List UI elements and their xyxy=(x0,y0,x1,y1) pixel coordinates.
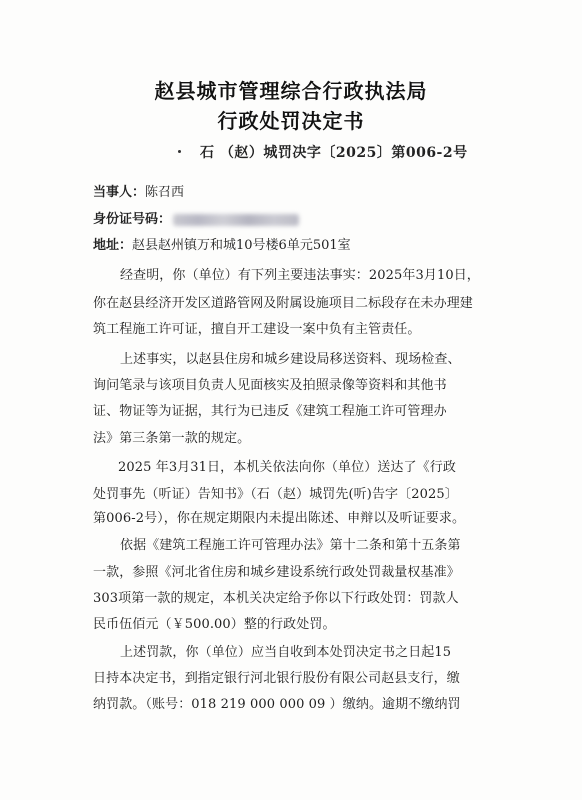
body-line: 上述罚款，你（单位）应当自收到本处罚决定书之日起15 xyxy=(120,645,452,660)
party-name-value: 陈召西 xyxy=(145,185,185,200)
document-number: 石 （赵）城罚决字〔2025〕第006-2号 xyxy=(200,145,468,161)
redacted-id-number xyxy=(173,214,299,226)
body-line: 民币伍佰元（￥500.00）整的行政处罚。 xyxy=(93,617,336,632)
body-line: 经查明，你（单位）有下列主要违法事实：2025年3月10日， xyxy=(120,268,480,283)
body-line: 依据《建筑工程施工许可管理办法》第十二条和第十五条第 xyxy=(120,538,461,553)
body-line: 一款，参照《河北省住房和城乡建设系统行政处罚裁量权基准》 xyxy=(93,565,460,580)
party-id-row xyxy=(93,208,299,227)
document-title-agency: 赵县城市管理综合行政执法局 xyxy=(154,79,428,103)
body-line: 303项第一款的规定，本机关决定给予你以下行政处罚：罚款人 xyxy=(93,591,459,606)
document-title-type: 行政处罚决定书 xyxy=(217,109,365,133)
party-id-label: 身份证号码： xyxy=(93,212,172,227)
body-line: 筑工程施工许可证，擅自开工建设一案中负有主管责任。 xyxy=(93,322,421,337)
body-line: 法》第三条第一款的规定。 xyxy=(93,431,251,446)
body-line: 证、物证等为证据，其行为已违反《建筑工程施工许可管理办 xyxy=(93,404,447,419)
party-name-row xyxy=(93,181,184,200)
body-line: 纳罚款。（账号：018 219 000 000 09 ）缴纳。逾期不缴纳罚 xyxy=(93,697,461,712)
body-line: 上述事实，以赵县住房和城乡建设局移送资料、现场检查、 xyxy=(120,352,461,367)
party-address-value: 赵县赵州镇万和城10号楼6单元501室 xyxy=(132,238,351,253)
body-line: 2025 年3月31日，本机关依法向你（单位）送达了《行政 xyxy=(118,460,456,475)
bullet-dot xyxy=(178,150,181,153)
body-line: 你在赵县经济开发区道路管网及附属设施项目二标段存在未办理建 xyxy=(93,296,473,311)
party-address-label: 地址： xyxy=(93,238,133,253)
body-line: 询问笔录与该项目负责人见面核实及拍照录像等资料和其他书 xyxy=(93,378,447,393)
party-address-row xyxy=(93,234,351,253)
body-line: 处罚事先（听证）告知书》（石（赵）城罚先(听)告字〔2025〕 xyxy=(93,487,458,502)
body-line: 日持本决定书，到指定银行河北银行股份有限公司赵县支行，缴 xyxy=(93,671,460,686)
party-name-label: 当事人： xyxy=(93,185,146,200)
body-line: 第006-2号），你在规定期限内未提出陈述、申辩以及听证要求。 xyxy=(93,511,466,526)
